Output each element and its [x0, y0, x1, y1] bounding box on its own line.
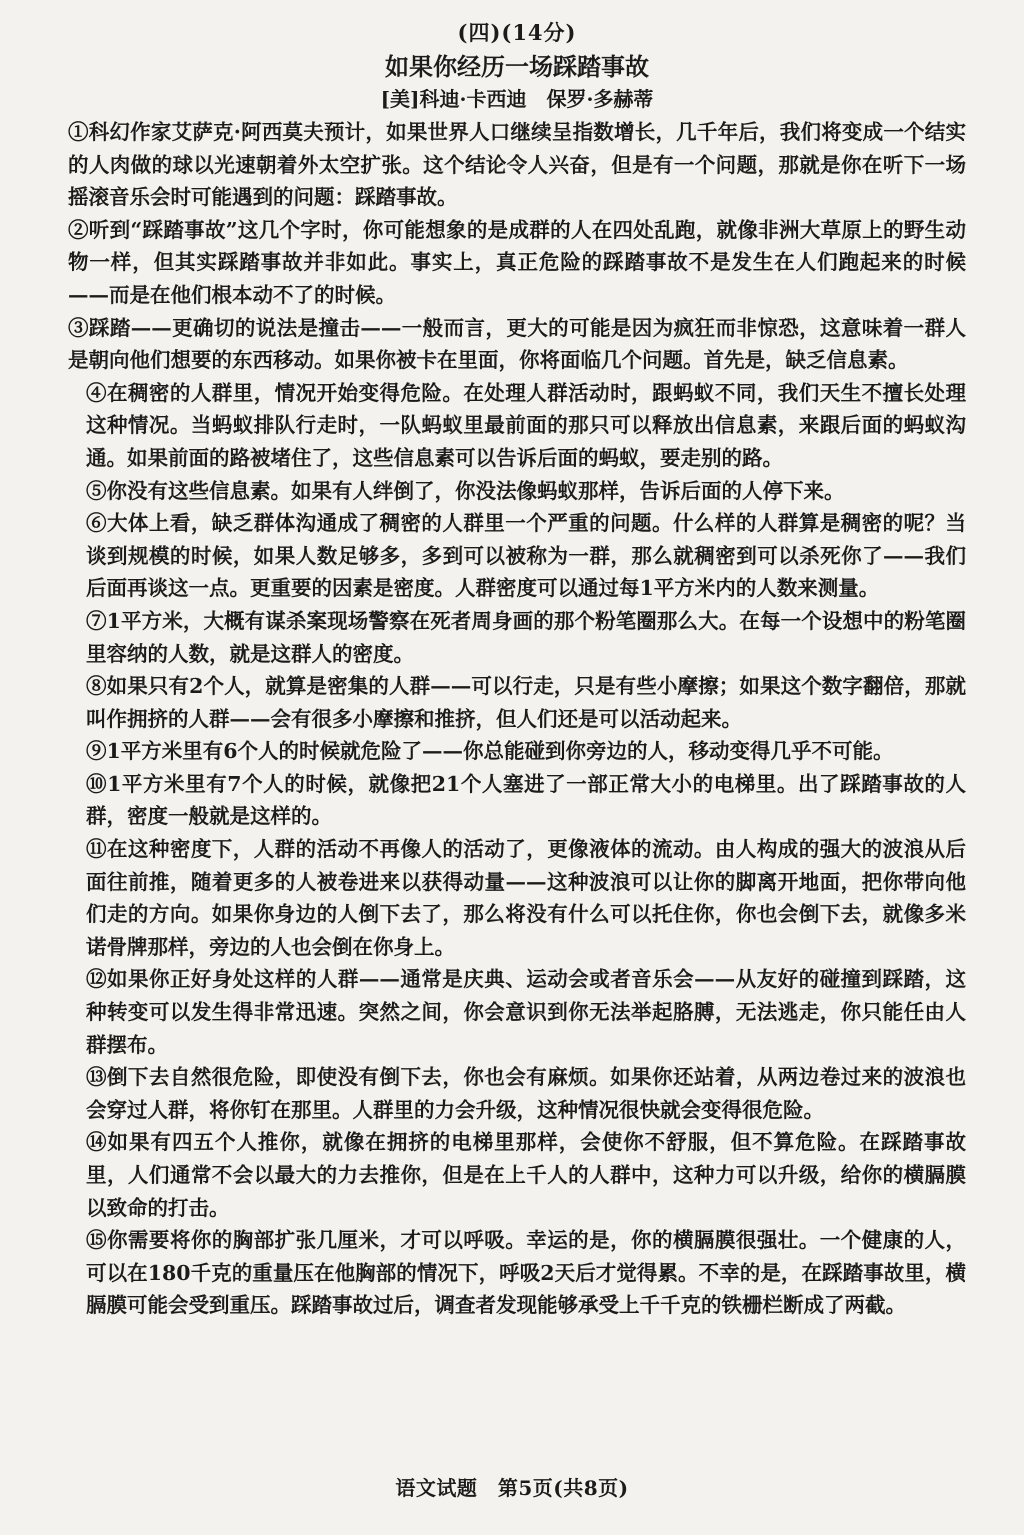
paragraph-14: ⑭如果有四五个人推你，就像在拥挤的电梯里那样，会使你不舒服，但不算危险。在踩踏事故里，人们通常不会以最大的力去推你，但是在上千人的人群中，这种力可以升级，给你的横膈膜以致命的打击。 — [86, 1130, 966, 1220]
paragraph-10: ⑩1平方米里有7个人的时候，就像把21个人塞进了一部正常大小的电梯里。出了踩踏事故的人群，密度一般就是这样的。 — [86, 771, 966, 829]
page-footer: 语文试题 第5页(共8页) — [395, 1476, 629, 1500]
article-title: 如果你经历一场踩踏事故 — [385, 52, 649, 81]
paragraph-5: ⑤你没有这些信息素。如果有人绊倒了，你没法像蚂蚁那样，告诉后面的人停下来。 — [86, 478, 845, 503]
section-label: (四)(14分) — [457, 20, 577, 45]
paragraph-1: ①科幻作家艾萨克·阿西莫夫预计，如果世界人口继续呈指数增长，几千年后，我们将变成一个结实的人肉做的球以光速朝着外太空扩张。这个结论令人兴奋，但是有一个问题，那就是你在听下一场摇滚音乐会时可能遇到的问题：踩踏事故。 — [68, 120, 966, 210]
article-body — [68, 116, 966, 1322]
article-authors: [美]科迪·卡西迪 保罗·多赫蒂 — [380, 87, 654, 111]
paragraph-3: ③踩踏——更确切的说法是撞击——一般而言，更大的可能是因为疯狂而非惊恐，这意味着一群人是朝向他们想要的东西移动。如果你被卡在里面，你将面临几个问题。首先是，缺乏信息素。 — [68, 315, 966, 373]
paragraph-8: ⑧如果只有2个人，就算是密集的人群——可以行走，只是有些小摩擦；如果这个数字翻倍，那就叫作拥挤的人群——会有很多小摩擦和推挤，但人们还是可以活动起来。 — [86, 674, 966, 731]
paragraph-15: ⑮你需要将你的胸部扩张几厘米，才可以呼吸。幸运的是，你的横膈膜很强壮。一个健康的人，可以在180千克的重量压在他胸部的情况下，呼吸2天后才觉得累。不幸的是，在踩踏事故里，横膈膜可能会受到重压。踩踏事故过后，调查者发现能够承受上千千克的铁栅栏断成了两截。 — [86, 1228, 966, 1318]
paragraph-7: ⑦1平方米，大概有谋杀案现场警察在死者周身画的那个粉笔圈那么大。在每一个设想中的粉笔圈里容纳的人数，就是这群人的密度。 — [86, 608, 966, 666]
paragraph-11: ⑪在这种密度下，人群的活动不再像人的活动了，更像液体的流动。由人构成的强大的波浪从后面往前推，随着更多的人被卷进来以获得动量——这种波浪可以让你的脚离开地面，把你带向他们走的方向。如果你身边的人倒下去了，那么将没有什么可以托住你，你也会倒下去，就像多米诺骨牌那样，旁边的人也会倒在你身上。 — [86, 837, 966, 959]
paragraph-12: ⑫如果你正好身处这样的人群——通常是庆典、运动会或者音乐会——从友好的碰撞到踩踏，这种转变可以发生得非常迅速。突然之间，你会意识到你无法举起胳膊，无法逃走，你只能任由人群摆布。 — [86, 967, 966, 1057]
paragraph-9: ⑨1平方米里有6个人的时候就危险了——你总能碰到你旁边的人，移动变得几乎不可能。 — [86, 739, 894, 764]
paragraph-6: ⑥大体上看，缺乏群体沟通成了稠密的人群里一个严重的问题。什么样的人群算是稠密的呢？当谈到规模的时候，如果人数足够多，多到可以被称为一群，那么就稠密到可以杀死你了——我们后面再谈这一点。更重要的因素是密度。人群密度可以通过每1平方米内的人数来测量。 — [86, 511, 966, 601]
paragraph-13: ⑬倒下去自然很危险，即使没有倒下去，你也会有麻烦。如果你还站着，从两边卷过来的波浪也会穿过人群，将你钉在那里。人群里的力会升级，这种情况很快就会变得很危险。 — [86, 1065, 966, 1122]
paragraph-4: ④在稠密的人群里，情况开始变得危险。在处理人群活动时，跟蚂蚁不同，我们天生不擅长处理这种情况。当蚂蚁排队行走时，一队蚂蚁里最前面的那只可以释放出信息素，来跟后面的蚂蚁沟通。如果前面的路被堵住了，这些信息素可以告诉后面的蚂蚁，要走别的路。 — [86, 380, 966, 470]
passage-header — [68, 18, 966, 114]
paragraph-2: ②听到“踩踏事故”这几个字时，你可能想象的是成群的人在四处乱跑，就像非洲大草原上的野生动物一样，但其实踩踏事故并非如此。事实上，真正危险的踩踏事故不是发生在人们跑起来的时候——而是在他们根本动不了的时候。 — [68, 217, 966, 307]
